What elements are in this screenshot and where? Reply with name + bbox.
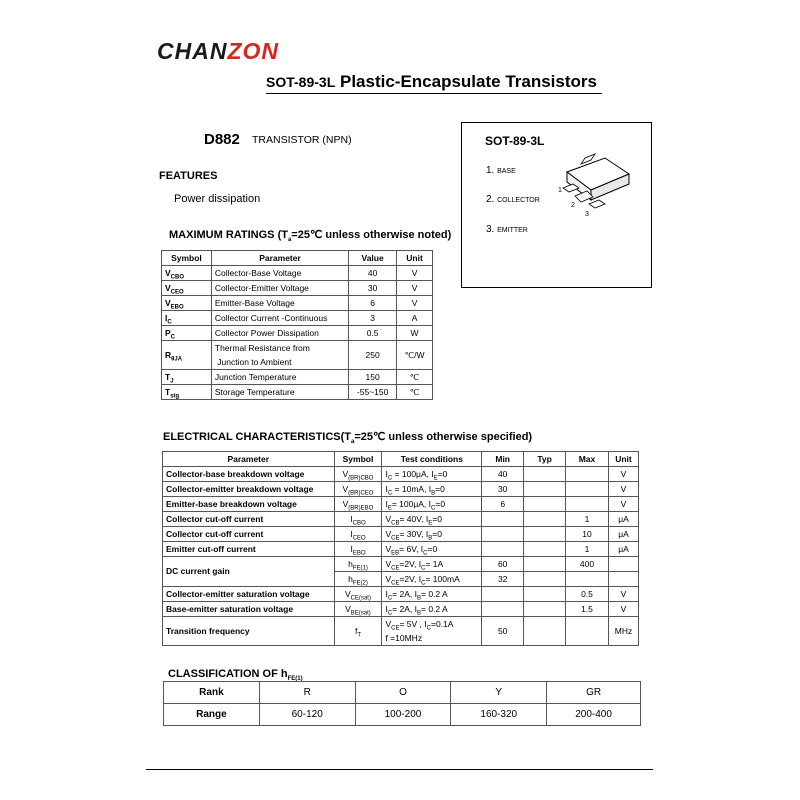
feature-item: Power dissipation	[174, 193, 261, 205]
test-condition-cell: $V_{CE}=2V$, $I_C= 100mA$	[382, 572, 482, 587]
typ-cell	[524, 512, 566, 527]
symbol-cell: $R_{\theta JA}$	[162, 341, 212, 370]
symbol-cell: $V_{CEO}$	[162, 281, 212, 296]
unit-cell: μA	[608, 512, 638, 527]
parameter-cell: Emitter cut-off current	[163, 542, 335, 557]
rank-cell: R	[259, 682, 355, 704]
test-condition-cell: $I_C= 2A$, $I_B= 0.2$ A	[382, 602, 482, 617]
pin-number-2: 2	[571, 202, 575, 209]
brand-logo	[157, 38, 279, 65]
brand-logo-part2: ZON	[227, 38, 280, 64]
parameter-cell: Collector-base breakdown voltage	[163, 467, 335, 482]
header-symbol: Symbol	[162, 251, 212, 266]
table-row	[163, 587, 639, 602]
unit-cell: MHz	[608, 617, 638, 646]
unit-cell: μA	[608, 542, 638, 557]
pin-1-label: 1. BASE	[486, 165, 516, 176]
table-row	[163, 602, 639, 617]
symbol-cell: $V_{CBO}$	[162, 266, 212, 281]
typ-cell	[524, 572, 566, 587]
features-heading: FEATURES	[159, 170, 218, 182]
range-cell: 160-320	[451, 704, 547, 726]
symbol-cell: $V_{(BR)EBO}$	[334, 497, 382, 512]
min-cell: 40	[482, 467, 524, 482]
rank-label: Rank	[164, 682, 260, 704]
header-symbol: Symbol	[334, 452, 382, 467]
parameter-cell: Junction Temperature	[211, 370, 348, 385]
range-cell: 200-400	[547, 704, 641, 726]
typ-cell	[524, 602, 566, 617]
test-condition-cell: $V_{CE}= 5V$ , $I_C=0.1A$ f =10MHz	[382, 617, 482, 646]
min-cell	[482, 527, 524, 542]
value-cell: 250	[349, 341, 397, 370]
range-cell: 60-120	[259, 704, 355, 726]
test-condition-cell: $V_{CB}= 40V$, $I_E=0$	[382, 512, 482, 527]
max-cell: 10	[566, 527, 609, 542]
typ-cell	[524, 587, 566, 602]
symbol-cell: $f_T$	[334, 617, 382, 646]
min-cell: 50	[482, 617, 524, 646]
unit-cell	[608, 572, 638, 587]
table-row	[163, 617, 639, 646]
typ-cell	[524, 467, 566, 482]
min-cell	[482, 512, 524, 527]
symbol-cell: $T_{stg}$	[162, 385, 212, 400]
classification-heading: CLASSIFICATION OF $h_{FE(1)}$	[168, 668, 303, 683]
unit-cell: V	[397, 281, 433, 296]
unit-cell: μA	[608, 527, 638, 542]
header-typ: Typ	[524, 452, 566, 467]
brand-logo-part1: CHAN	[157, 38, 228, 64]
min-cell: 6	[482, 497, 524, 512]
rank-cell: Y	[451, 682, 547, 704]
title-main: Plastic-Encapsulate Transistors	[339, 72, 597, 91]
min-cell	[482, 542, 524, 557]
package-drawing-icon	[555, 150, 635, 220]
max-cell	[566, 617, 609, 646]
table-row	[163, 497, 639, 512]
table-row	[162, 326, 433, 341]
symbol-cell: $V_{(BR)CEO}$	[334, 482, 382, 497]
table-row	[163, 467, 639, 482]
unit-cell: V	[397, 296, 433, 311]
unit-cell	[608, 557, 638, 572]
min-cell: 32	[482, 572, 524, 587]
pin-3-label: 3. EMITTER	[486, 224, 528, 235]
parameter-cell: Thermal Resistance from Junction to Ambient	[211, 341, 348, 370]
max-cell	[566, 467, 609, 482]
min-cell: 30	[482, 482, 524, 497]
symbol-cell: $P_C$	[162, 326, 212, 341]
test-condition-cell: $V_{CE}=2V$, $I_C= 1A$	[382, 557, 482, 572]
header-min: Min	[482, 452, 524, 467]
table-row	[163, 512, 639, 527]
test-condition-cell: $V_{CE}= 30V$, $I_B=0$	[382, 527, 482, 542]
unit-cell: A	[397, 311, 433, 326]
value-cell: -55~150	[349, 385, 397, 400]
table-row	[162, 385, 433, 400]
unit-cell: V	[397, 266, 433, 281]
parameter-cell: Collector-emitter breakdown voltage	[163, 482, 335, 497]
package-title: SOT-89-3L	[485, 134, 545, 148]
typ-cell	[524, 617, 566, 646]
parameter-cell: DC current gain	[163, 557, 335, 587]
rank-cell: O	[355, 682, 451, 704]
table-row	[163, 527, 639, 542]
table-row	[163, 542, 639, 557]
typ-cell	[524, 482, 566, 497]
symbol-cell: $T_J$	[162, 370, 212, 385]
unit-cell: V	[608, 587, 638, 602]
max-cell: 1.5	[566, 602, 609, 617]
parameter-cell: Collector-Base Voltage	[211, 266, 348, 281]
value-cell: 150	[349, 370, 397, 385]
range-row	[164, 704, 641, 726]
electrical-heading: ELECTRICAL $CHARACTERISTICS(T_a=25℃$ unless otherwise specified)	[163, 431, 533, 446]
typ-cell	[524, 557, 566, 572]
part-description: TRANSISTOR (NPN)	[252, 134, 352, 146]
test-condition-cell: $V_{EB}= 6V$, $I_C=0$	[382, 542, 482, 557]
parameter-cell: Collector Current -Continuous	[211, 311, 348, 326]
max-cell	[566, 482, 609, 497]
test-condition-cell: $I_C = 100\mu A$, $I_E=0$	[382, 467, 482, 482]
unit-cell: V	[608, 482, 638, 497]
range-label: Range	[164, 704, 260, 726]
pin-number-3: 3	[585, 211, 589, 218]
table-header-row	[162, 251, 433, 266]
table-row	[162, 266, 433, 281]
header-parameter: Parameter	[163, 452, 335, 467]
unit-cell: V	[608, 497, 638, 512]
symbol-cell: $I_{EBO}$	[334, 542, 382, 557]
table-header-row	[163, 452, 639, 467]
parameter-cell: Collector-emitter saturation voltage	[163, 587, 335, 602]
max-cell: 1	[566, 542, 609, 557]
unit-cell: V	[608, 602, 638, 617]
table-row	[162, 370, 433, 385]
table-row	[162, 311, 433, 326]
value-cell: 6	[349, 296, 397, 311]
symbol-cell: $I_{CEO}$	[334, 527, 382, 542]
max-cell	[566, 572, 609, 587]
min-cell: 60	[482, 557, 524, 572]
symbol-cell: $I_C$	[162, 311, 212, 326]
max-cell: 0.5	[566, 587, 609, 602]
symbol-cell: $V_{EBO}$	[162, 296, 212, 311]
test-condition-cell: $I_E= 100\mu A$, $I_C=0$	[382, 497, 482, 512]
symbol-cell: $V_{(BR)CBO}$	[334, 467, 382, 482]
header-max: Max	[566, 452, 609, 467]
max-ratings-heading: MAXIMUM RATINGS ($T_a=25℃$ unless otherwise noted)	[169, 229, 452, 244]
pin-2-label: 2. COLLECTOR	[486, 194, 540, 205]
header-unit: Unit	[397, 251, 433, 266]
classification-table	[163, 681, 641, 726]
pin-number-1: 1	[558, 187, 562, 194]
value-cell: 40	[349, 266, 397, 281]
typ-cell	[524, 497, 566, 512]
unit-cell: ℃	[397, 385, 433, 400]
symbol-cell: $h_{FE(1)}$	[334, 557, 382, 572]
unit-cell: W	[397, 326, 433, 341]
electrical-table	[162, 451, 639, 646]
parameter-cell: Emitter-base breakdown voltage	[163, 497, 335, 512]
symbol-cell: $V_{CE(sat)}$	[334, 587, 382, 602]
footer-divider	[146, 769, 653, 770]
title-underline	[266, 93, 602, 94]
parameter-cell: Collector-Emitter Voltage	[211, 281, 348, 296]
max-ratings-table	[161, 250, 433, 400]
parameter-cell: Base-emitter saturation voltage	[163, 602, 335, 617]
document-title	[266, 72, 597, 92]
table-row	[162, 296, 433, 311]
value-cell: 3	[349, 311, 397, 326]
table-row	[163, 482, 639, 497]
value-cell: 30	[349, 281, 397, 296]
parameter-cell: Collector cut-off current	[163, 527, 335, 542]
parameter-cell: Transition frequency	[163, 617, 335, 646]
header-test-conditions: Test conditions	[382, 452, 482, 467]
min-cell	[482, 587, 524, 602]
parameter-cell: Storage Temperature	[211, 385, 348, 400]
header-unit: Unit	[608, 452, 638, 467]
range-cell: 100-200	[355, 704, 451, 726]
typ-cell	[524, 542, 566, 557]
rank-cell: GR	[547, 682, 641, 704]
min-cell	[482, 602, 524, 617]
test-condition-cell: $I_C = 10mA$, $I_B=0$	[382, 482, 482, 497]
table-row	[163, 557, 639, 572]
title-prefix: SOT-89-3L	[266, 74, 336, 90]
unit-cell: ℃/W	[397, 341, 433, 370]
unit-cell: ℃	[397, 370, 433, 385]
table-row	[162, 341, 433, 370]
test-condition-cell: $I_C= 2A$, $I_B= 0.2$ A	[382, 587, 482, 602]
table-row	[162, 281, 433, 296]
header-parameter: Parameter	[211, 251, 348, 266]
parameter-cell: Collector Power Dissipation	[211, 326, 348, 341]
value-cell: 0.5	[349, 326, 397, 341]
part-number: D882	[204, 131, 240, 148]
symbol-cell: $h_{FE(2)}$	[334, 572, 382, 587]
rank-row	[164, 682, 641, 704]
typ-cell	[524, 527, 566, 542]
max-cell: 1	[566, 512, 609, 527]
max-cell	[566, 497, 609, 512]
parameter-cell: Collector cut-off current	[163, 512, 335, 527]
header-value: Value	[349, 251, 397, 266]
unit-cell: V	[608, 467, 638, 482]
symbol-cell: $V_{BE(sat)}$	[334, 602, 382, 617]
parameter-cell: Emitter-Base Voltage	[211, 296, 348, 311]
symbol-cell: $I_{CBO}$	[334, 512, 382, 527]
max-cell: 400	[566, 557, 609, 572]
